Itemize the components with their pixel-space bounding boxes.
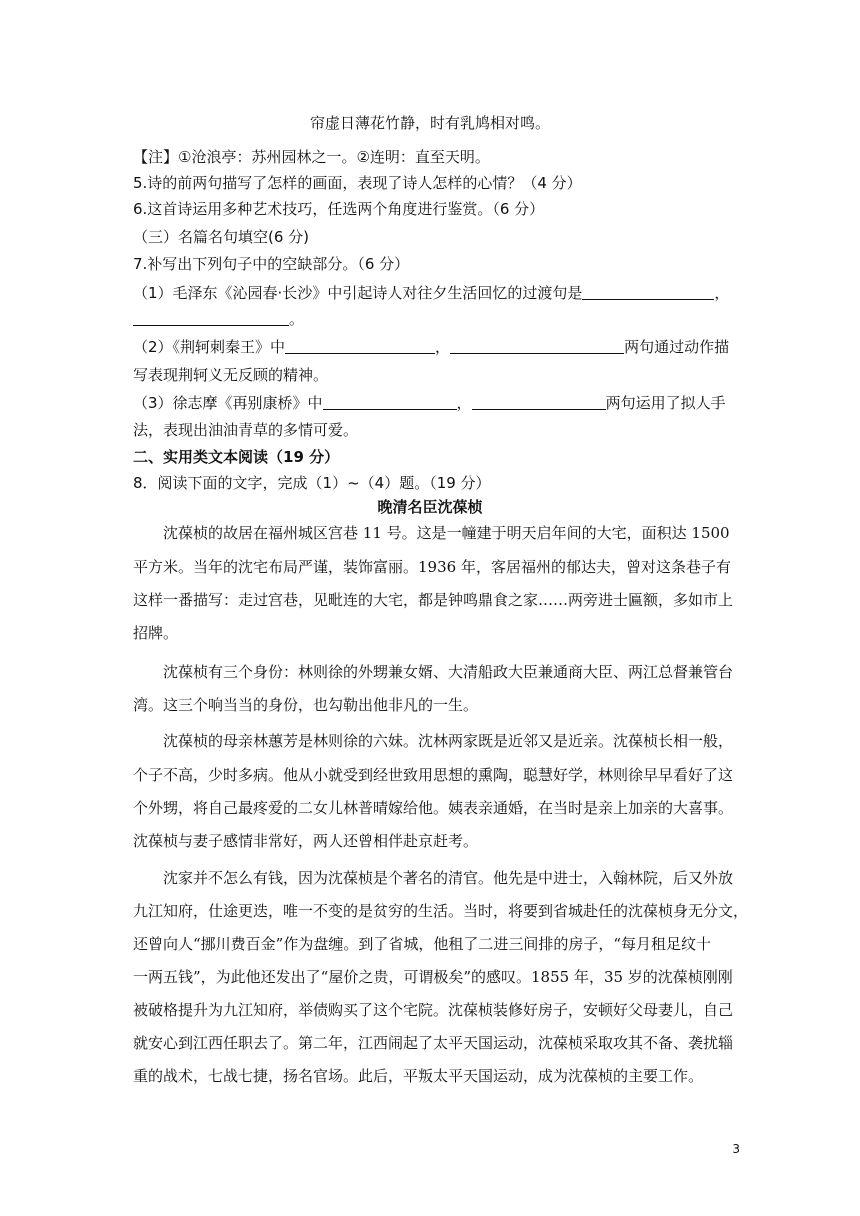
answer-blank [472,393,606,410]
answer-blank [582,283,714,300]
question-5: 5.诗的前两句描写了怎样的画面，表现了诗人怎样的心情？（4 分） [133,174,582,192]
paragraph-line: 就安心到江西任职去了。第二年，江西闹起了太平天国运动，沈葆桢采取攻其不备、袭扰辎 [133,1034,734,1052]
question-7-1 [133,282,729,304]
paragraph-line: 湾。这三个响当当的身份，也勾勒出他非凡的一生。 [133,696,479,714]
section-2-heading: 二、实用类文本阅读（19 分） [133,448,340,466]
question-7-1-text: （1）毛泽东《沁园春·长沙》中引起诗人对往夕生活回忆的过渡句是 [133,284,583,302]
paragraph-line: 个子不高，少时多病。他从小就受到经世致用思想的熏陶，聪慧好学，林则徐早早看好了这 [133,766,734,784]
paragraph-line: 沈葆桢与妻子感情非常好，两人还曾相伴赴京赶考。 [133,832,479,850]
question-7-3 [133,392,726,414]
paragraph-line: 招牌。 [133,624,179,642]
paragraph-line: 平方米。当年的沈宅布局严谨，装饰富丽。1936 年，客居福州的郁达夫，曾对这条巷子有 [133,558,731,576]
poem-line: 帘虚日薄花竹静，时有乳鸠相对鸣。 [309,114,550,132]
paragraph-line: 被破格提升为九江知府，举债购买了这个宅院。沈葆桢装修好房子，安顿好父母妻儿，自己 [133,1001,734,1019]
question-7-3-cont: 法，表现出油油青草的多情可爱。 [133,421,359,439]
question-7-3-post: 两句运用了拟人手 [605,394,726,412]
question-7-2-pre: （2）《荆轲刺秦王》中 [133,338,286,356]
answer-blank [323,393,457,410]
question-7-2 [133,336,729,358]
answer-blank [133,309,289,326]
comma: ， [714,284,730,302]
comma: ， [435,338,451,356]
paragraph-line: 还曾向人“挪川费百金”作为盘缠。到了省城，他租了二进三间排的房子，“每月租足纹十 [133,935,712,953]
period: 。 [289,310,305,328]
paragraph-line: 沈葆桢有三个身份：林则徐的外甥兼女婿、大清船政大臣兼通商大臣、两江总督兼管台 [163,663,734,681]
page-number: 3 [732,1142,740,1156]
question-7-3-pre: （3）徐志摩《再别康桥》中 [133,394,323,412]
poem-note: 【注】①沧浪亭：苏州园林之一。②连明：直至天明。 [133,148,490,166]
paragraph-line: 九江知府，仕途更迭，唯一不变的是贫穷的生活。当时，将要到省城赴任的沈葆桢身无分文， [133,902,749,920]
paragraph-line: 重的战术，七战七捷，扬名官场。此后，平叛太平天国运动，成为沈葆桢的主要工作。 [133,1067,704,1085]
paragraph-line: 个外甥，将自己最疼爱的二女儿林普晴嫁给他。姨表亲通婚，在当时是亲上加亲的大喜事。 [133,799,734,817]
paragraph-line: 沈葆桢的母亲林蕙芳是林则徐的六妹。沈林两家既是近邻又是近亲。沈葆桢长相一般， [163,732,734,750]
paragraph-line: 沈家并不怎么有钱，因为沈葆桢是个著名的清官。他先是中进士，入翰林院，后又外放 [163,869,734,887]
comma: ， [456,394,472,412]
article-title: 晚清名臣沈葆桢 [377,498,483,516]
question-8: 8．阅读下面的文字，完成（1）~（4）题。（19 分） [133,474,491,492]
question-7-2-cont: 写表现荆轲义无反顾的精神。 [133,366,329,384]
question-6: 6.这首诗运用多种艺术技巧，任选两个角度进行鉴赏。（6 分） [133,200,545,218]
answer-blank [285,337,435,354]
answer-blank [450,337,624,354]
paragraph-line: 这样一番描写：走过宫巷，见毗连的大宅，都是钟鸣鼎食之家……两旁进士匾额，多如市上 [133,591,734,609]
question-7: 7.补写出下列句子中的空缺部分。（6 分） [133,255,410,273]
section-3-heading: （三）名篇名句填空(6 分) [133,228,310,246]
paragraph-line: 一两五钱”，为此他还发出了“屋价之贵，可谓极矣”的感叹。1855 年，35 岁的沈葆桢刚刚 [133,968,733,986]
paragraph-line: 沈葆桢的故居在福州城区宫巷 11 号。这是一幢建于明天启年间的大宅，面积达 1500 [163,524,730,542]
question-7-1-cont [133,308,304,330]
question-7-2-post: 两句通过动作描 [624,338,730,356]
